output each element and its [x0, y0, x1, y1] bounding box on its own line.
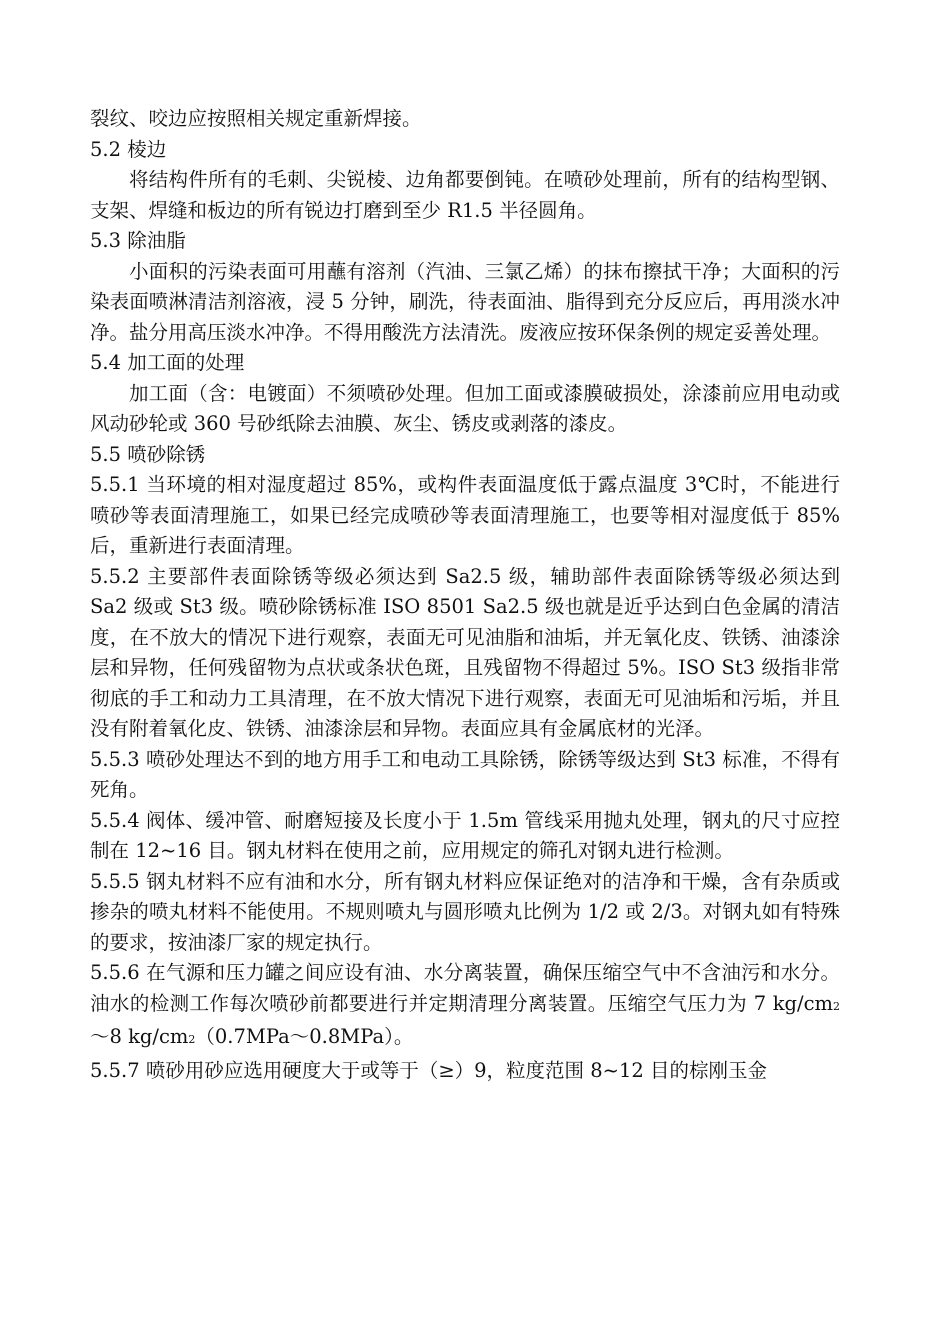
paragraph-5-5-3: 5.5.3 喷砂处理达不到的地方用手工和电动工具除锈，除锈等级达到 St3 标准，不得有死角。	[90, 747, 840, 801]
paragraph-5-5-4: 5.5.4 阀体、缓冲管、耐磨短接及长度小于 1.5m 管线采用抛丸处理，钢丸的尺寸应控制在 12~16 目。钢丸材料在使用之前，应用规定的筛孔对钢丸进行检测。	[90, 808, 840, 862]
paragraph-5-5-2: 5.5.2 主要部件表面除锈等级必须达到 Sa2.5 级，辅助部件表面除锈等级必须达到 Sa2 级或 St3 级。喷砂除锈标准 ISO 8501 Sa2.5 级也就是近乎达到白色金属的清洁度，在不放大的情况下进行观察，表面无可见油脂和油垢，并无氧化皮、铁锈、油漆涂层和异物，任何残留物为点状或条状色斑，且残留物不得超过 5%。ISO St3 级指非常彻底的手工和动力工具清理，在不放大情况下进行观察，表面无可见油垢和污垢，并且没有附着氧化皮、铁锈、油漆涂层和异物。表面应具有金属底材的光泽。	[90, 564, 840, 740]
paragraph-5-5-6	[90, 958, 840, 1056]
paragraph-5-2: 将结构件所有的毛刺、尖锐棱、边角都要倒钝。在喷砂处理前，所有的结构型钢、支架、焊缝和板边的所有锐边打磨到至少 R1.5 半径圆角。	[90, 168, 840, 222]
paragraph-continuation: 裂纹、咬边应按照相关规定重新焊接。	[90, 107, 422, 130]
paragraph-5-5-1: 5.5.1 当环境的相对湿度超过 85%，或构件表面温度低于露点温度 3℃时，不能进行喷砂等表面清理施工，如果已经完成喷砂等表面清理施工，也要等相对湿度低于 85%后，重新进行表面清理。	[90, 473, 840, 557]
paragraph-5-5-6-text-b: ～8 kg/cm	[90, 1025, 189, 1048]
paragraph-5-4: 加工面（含：电镀面）不须喷砂处理。但加工面或漆膜破损处，涂漆前应用电动或风动砂轮或 360 号砂纸除去油膜、灰尘、锈皮或剥落的漆皮。	[90, 381, 840, 435]
unit-subscript: 2	[833, 999, 840, 1013]
paragraph-5-5-7: 5.5.7 喷砂用砂应选用硬度大于或等于（≥）9，粒度范围 8~12 目的棕刚玉金	[90, 1058, 768, 1082]
section-heading-5-4: 5.4 加工面的处理	[90, 351, 245, 374]
section-heading-5-3: 5.3 除油脂	[90, 229, 186, 252]
section-heading-5-5: 5.5 喷砂除锈	[90, 442, 206, 466]
unit-subscript: 2	[188, 1033, 196, 1046]
document-body	[90, 104, 840, 1086]
paragraph-5-3: 小面积的污染表面可用蘸有溶剂（汽油、三氯乙烯）的抹布擦拭干净；大面积的污染表面喷淋清洁剂溶液，浸 5 分钟，刷洗，待表面油、脂得到充分反应后，再用淡水冲净。盐分用高压淡水冲净。不得用酸洗方法清洗。废液应按环保条例的规定妥善处理。	[90, 259, 840, 344]
paragraph-5-5-5: 5.5.5 钢丸材料不应有油和水分，所有钢丸材料应保证绝对的洁净和干燥，含有杂质或掺杂的喷丸材料不能使用。不规则喷丸与圆形喷丸比例为 1/2 或 2/3。对钢丸如有特殊的要求，按油漆厂家的规定执行。	[90, 869, 840, 954]
section-heading-5-2: 5.2 棱边	[90, 137, 167, 161]
paragraph-5-5-6-text-c: （0.7MPa～0.8MPa）。	[195, 1025, 414, 1048]
paragraph-5-5-6-text-a: 5.5.6 在气源和压力罐之间应设有油、水分离装置，确保压缩空气中不含油污和水分。油水的检测工作每次喷砂前都要进行并定期清理分离装置。压缩空气压力为 7 kg/cm	[90, 961, 840, 1015]
